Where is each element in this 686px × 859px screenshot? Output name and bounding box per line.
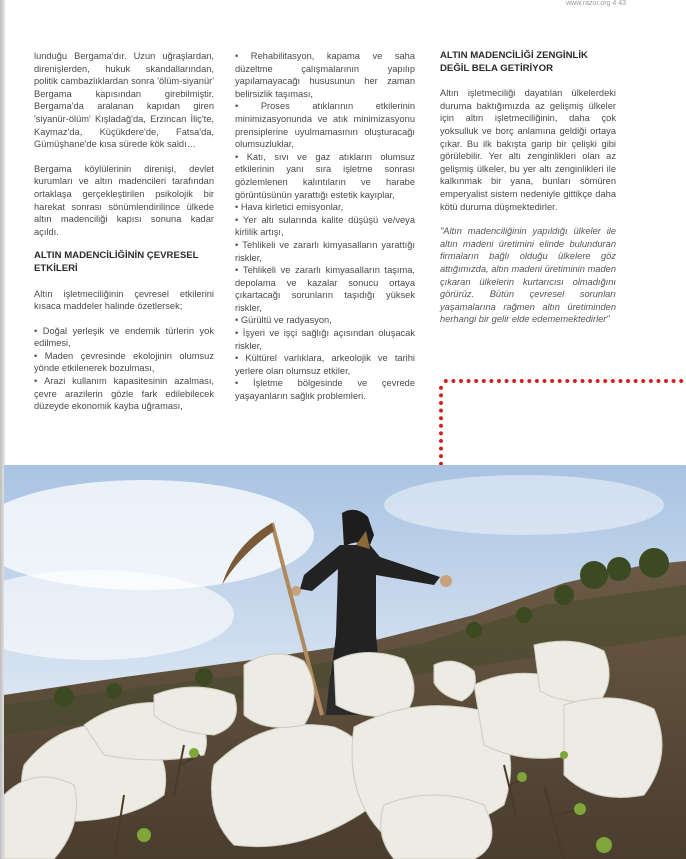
list-item: • Proses atıklarının etkilerinin minimizasyonunda ve atık minimizasyonu prensiplerine uyulmamasının oluşturacağı olumsuzluklar,	[235, 100, 415, 150]
column-right	[440, 50, 616, 338]
list-item: • Kültürel varlıklara, arkeolojik ve tarihi yerlere olan olumsuz etkiler,	[235, 352, 415, 377]
bullet-list	[235, 50, 415, 403]
bullet-list	[34, 325, 214, 413]
list-item: • Maden çevresinde ekolojinin olumsuz yönde etkilenerek bozulması,	[34, 350, 214, 375]
section-heading: ALTIN MADENCİLİĞİNİN ÇEVRESEL ETKİLERİ	[34, 250, 199, 274]
paragraph: lunduğu Bergama'dır. Uzun uğraşlardan, direnişlerden, hukuk skandallarından, politik cambazlıklardan sonra 'ölüm-siyanür' Bergama kapısından girebilmiştir. Bergama'da aralanan kapıdan giren 'siyanür-ölüm' Kışladağ'da, Erzincan İliç'te, Kaymaz'da, Küçükdere'de, Fatsa'da, Gümüşhane'de kısa sürede kök saldı…	[34, 51, 214, 150]
list-item: • Katı, sıvı ve gaz atıkların olumsuz etkilerinin yanı sıra işletme sonrası gözlemlenen kalıntıların ve harabe görüntüsünün yarattığı estetik kayıplar,	[235, 151, 415, 201]
dotted-divider-horizontal	[442, 378, 686, 384]
dotted-divider-vertical	[438, 384, 444, 466]
pull-quote: "Altın madenciliğinin yapıldığı ülkeler ile altın madeni üretimini elinde bulunduran firmaların bağlı olduğu ülkelere göz attığımızda, altın madeni üretiminin maden çıkaran ülkelerin kurtarıcısı olmadığını görürüz. Bütün çevresel sorunları yaşamalarına rağmen altın üretiminden herhangi bir gelir elde edememektedirler"	[440, 226, 616, 325]
protest-photo	[4, 465, 686, 859]
list-item: • İşletme bölgesinde ve çevrede yaşayanların sağlık problemleri.	[235, 377, 415, 402]
grim-reaper-protest-image	[4, 465, 686, 859]
list-item: • İşyeri ve işçi sağlığı açısından oluşacak riskler,	[235, 327, 415, 352]
page-header-ref: www.razor.org 4 43	[566, 0, 626, 7]
list-item: • Doğal yerleşik ve endemik türlerin yok edilmesi,	[34, 325, 214, 350]
section-heading: ALTIN MADENCİLİĞİ ZENGİNLİK DEĞİL BELA GETİRİYOR	[440, 50, 588, 74]
column-left	[34, 50, 214, 413]
paragraph: Altın işletmeciliğinin çevresel etkilerini kısaca maddeler halinde özetlersek;	[34, 288, 214, 312]
column-middle	[235, 50, 415, 403]
paragraph: Bergama köylülerinin direnişi, devlet kurumları ve altın madencileri tarafından ortaklaşa gerçekleştirilen psikolojik bir harekat sonrası sönümlendirilince ülkede altın madenciliği kapısı sonuna kadar açıldı.	[34, 163, 214, 237]
list-item: • Hava kirletici emisyonlar,	[235, 201, 415, 214]
list-item: • Tehlikeli ve zararlı kimyasalların taşıma, depolama ve kazalar sonucu ortaya çıkartacağı sorunların taşıdığı yüksek riskler,	[235, 264, 415, 314]
list-item: • Arazi kullanım kapasitesinin azalması, çevre arazilerin gözle fark edilebilecek düzeyde ekonomik kayba uğraması,	[34, 375, 214, 413]
paragraph: Altın işletmeciliği dayatılan ülkelerdeki duruma baktığımızda az gelişmiş ülkeler için altın işletmeciliğinin, daha çok yoksulluk ve borç anlamına geldiği ortaya çıkar. Bu ilk bakışta garip bir çelişki gibi görülebilir. Yer altı zenginlikleri olan az gelişmiş ülkeler, bu yer altı zenginlikleri ile kalkınmak bir yana, bunları sömüren emperyalist sistem nedeniyle gittikçe daha kötü duruma düşmektedirler.	[440, 88, 616, 212]
list-item: • Gürültü ve radyasyon,	[235, 314, 415, 327]
list-item: • Tehlikeli ve zararlı kimyasalların yarattığı riskler,	[235, 239, 415, 264]
list-item: • Rehabilitasyon, kapama ve saha düzeltme çalışmalarının yapılıp yapılamayacağı hususunun her zaman belirsizlik taşıması,	[235, 50, 415, 100]
list-item: • Yer altı sularında kalite düşüşü ve/veya kirlilik artışı,	[235, 214, 415, 239]
